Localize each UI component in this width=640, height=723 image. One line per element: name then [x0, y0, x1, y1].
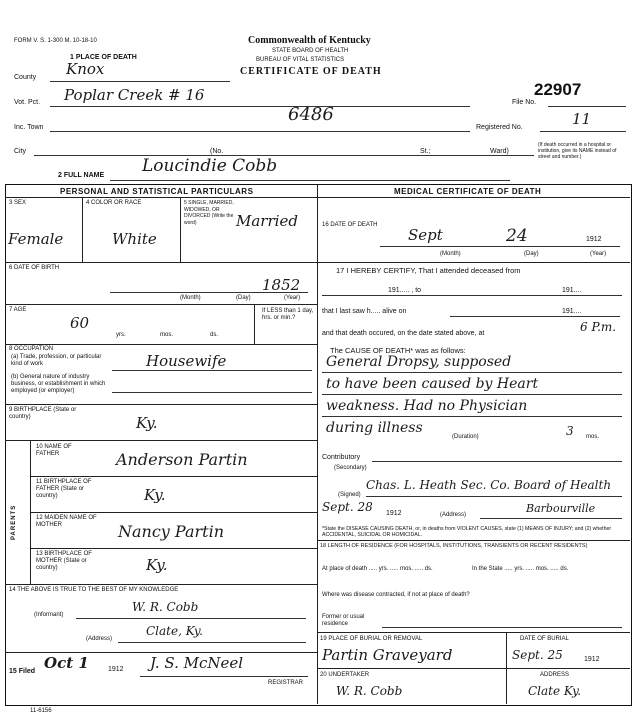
marital-label: 5 SINGLE, MARRIED, WIDOWED, OR DIVORCED (Write the word) [184, 200, 234, 226]
dob-year-label: (Year) [284, 295, 301, 301]
certify-text: 17 I HEREBY CERTIFY, That I attended deceased from [336, 266, 521, 275]
informant-address-line [118, 642, 306, 643]
footnote: *State the DISEASE CAUSING DEATH, or, in deaths from VIOLENT CAUSES, state (1) MEANS OF INJURY; and (2) whether ACCIDENTAL, SUICIDAL OR HOMICIDAL. [322, 526, 612, 538]
row-age-bottom [5, 344, 317, 345]
in-state-text: In the State ..... yrs. ..... mos. ..... ds. [472, 566, 569, 572]
signed-date: Sept. 28 [322, 500, 373, 514]
st-label: St.; [420, 148, 431, 155]
registered-no-value: 11 [572, 110, 592, 128]
signed-address: Barbourville [526, 502, 596, 515]
certificate-number: 22907 [534, 80, 582, 99]
vot-pct-line [50, 106, 470, 107]
sex-value: Female [8, 230, 64, 248]
birthplace-value: Ky. [136, 414, 158, 432]
occupation-value: Housewife [146, 352, 227, 370]
age-label: 7 AGE [9, 307, 27, 313]
bureau-title: BUREAU OF VITAL STATISTICS [256, 57, 345, 63]
sex-label: 3 SEX [9, 200, 27, 206]
certify-line-2 [450, 316, 620, 317]
certificate-title: CERTIFICATE OF DEATH [240, 66, 382, 77]
row-father-bp-bottom [30, 512, 317, 513]
county-value: Knox [66, 60, 105, 78]
mother-birthplace-label: 13 BIRTHPLACE OF MOTHER (State or country) [36, 551, 92, 571]
undertaker-value: W. R. Cobb [336, 684, 403, 698]
medical-section-title: MEDICAL CERTIFICATE OF DEATH [394, 187, 542, 196]
last-saw-text: that I last saw h..... alive on [322, 308, 407, 315]
burial-date-value: Sept. 25 [512, 648, 563, 662]
color-label: 4 COLOR OR RACE [86, 200, 142, 206]
contributory-line [372, 461, 622, 462]
place-of-death-title: 1 PLACE OF DEATH [70, 54, 137, 61]
death-year: 1912 [586, 236, 602, 243]
signed-address-label: (Address) [440, 512, 467, 518]
burial-label: 19 PLACE OF BURIAL OR REMOVAL [320, 636, 423, 642]
dob-day-label: (Day) [236, 295, 251, 301]
father-birthplace-value: Ky. [144, 486, 166, 504]
death-month-label: (Month) [440, 251, 461, 257]
filed-label: 15 Filed [9, 668, 36, 675]
row-sex-bottom [5, 262, 317, 263]
county-line [50, 81, 230, 82]
file-no-label: File No. [512, 99, 537, 106]
father-value: Anderson Partin [116, 450, 248, 469]
informant-label: (Informant) [34, 612, 64, 618]
personal-section-title: PERSONAL AND STATISTICAL PARTICULARS [60, 187, 254, 196]
row-occupation-bottom [5, 404, 317, 405]
filed-date: Oct 1 [44, 654, 89, 672]
registrar-value: J. S. McNeel [150, 654, 244, 672]
row-death-date-bottom [317, 262, 630, 263]
row-birthplace-bottom [5, 440, 317, 441]
duration-value: 3 [566, 424, 574, 438]
death-day-label: (Day) [524, 251, 539, 257]
undertaker-address-label: ADDRESS [540, 672, 570, 678]
occupation-label: 8 OCCUPATION [9, 346, 54, 352]
city-label: City [14, 148, 27, 155]
cause-label: The CAUSE OF DEATH* was as follows: [330, 346, 466, 355]
parents-label: PARENTS [11, 504, 17, 540]
inc-town-label: Inc. Town [14, 124, 44, 131]
signed-year: 1912 [386, 510, 402, 517]
cause-rule-2 [322, 394, 622, 395]
row-father-bottom [30, 476, 317, 477]
registrar-line [140, 676, 308, 677]
city-line [34, 155, 534, 156]
vot-pct-label: Vot. Pct. [14, 99, 41, 106]
cause-rule-1 [322, 372, 622, 373]
sex-divider [82, 197, 83, 262]
age-divider [254, 304, 255, 344]
occupation-b-label: (b) General nature of industry business, or establishment in which employed (or employer) [11, 374, 106, 394]
commonwealth-title: Commonwealth of Kentucky [248, 35, 371, 46]
ward-label: Ward) [490, 148, 509, 155]
informant-value: W. R. Cobb [132, 600, 199, 614]
duration-unit: mos. [586, 434, 600, 440]
burial-date-label: DATE OF BURIAL [520, 636, 569, 642]
father-label: 10 NAME OF FATHER [36, 444, 72, 457]
occupation-a-label: (a) Trade, profession, or particular kind of work [11, 354, 102, 367]
age-less-label: If LESS than 1 day, hrs. or min.? [262, 308, 314, 321]
death-time-text: and that death occured, on the date stated above, at [322, 330, 485, 337]
full-name-line [110, 180, 510, 181]
certify-to: 191..... , to [388, 287, 422, 294]
death-day: 24 [506, 226, 528, 246]
file-no-line [548, 106, 626, 107]
undertaker-address-value: Clate Ky. [528, 684, 582, 698]
signed-address-line [480, 518, 622, 519]
filed-year: 1912 [108, 666, 124, 673]
at-place-text: At place of death ..... yrs. ..... mos. ..... ds. [322, 566, 433, 572]
secondary-label: (Secondary) [334, 465, 367, 471]
county-label: County [14, 74, 37, 81]
duration-label: (Duration) [452, 434, 479, 440]
footer-code: 11-6156 [30, 708, 52, 714]
full-name-label: 2 FULL NAME [58, 172, 105, 179]
cause-line-1: General Dropsy, supposed [326, 354, 512, 370]
contributory-label: Contributory [322, 454, 361, 461]
form-number: FORM V. S. 1-300 M. 10-18-10 [14, 38, 97, 44]
father-birthplace-label: 11 BIRTHPLACE OF FATHER (State or country) [36, 479, 92, 499]
last-saw-year: 191.... [562, 308, 582, 315]
burial-value: Partin Graveyard [322, 646, 453, 664]
residence-label: 18 LENGTH OF RESIDENCE (FOR HOSPITALS, INSTITUTIONS, TRANSIENTS OR RECENT RESIDENTS) [320, 543, 588, 549]
cause-line-2: to have been caused by Heart [326, 376, 539, 392]
death-year-label: (Year) [590, 251, 607, 257]
stamp-number: 6486 [288, 104, 334, 125]
mother-label: 12 MAIDEN NAME OF MOTHER [36, 515, 97, 528]
informant-address-value: Clate, Ky. [146, 624, 203, 638]
dob-year: 1852 [262, 276, 301, 294]
informant-address-label: (Address) [86, 636, 113, 642]
cause-line-3: weakness. Had no Physician [326, 398, 528, 414]
no-label: (No. [210, 148, 224, 155]
hospital-note: (If death occurred in a hospital or institution, give its NAME instead of street and number.) [538, 142, 617, 160]
row-cause-bottom [317, 540, 630, 541]
registered-no-line [540, 131, 626, 132]
dob-month-label: (Month) [180, 295, 201, 301]
inc-town-line [50, 131, 470, 132]
signed-value: Chas. L. Heath Sec. Co. Board of Health [366, 478, 612, 492]
signed-label: (Signed) [338, 492, 361, 498]
color-value: White [112, 230, 157, 248]
dob-label: 6 DATE OF BIRTH [9, 265, 60, 271]
row-dob-bottom [5, 304, 317, 305]
former-residence-text: Former or usual residence [322, 614, 365, 627]
row-informant-bottom [5, 652, 317, 653]
marital-value: Married [236, 212, 298, 230]
age-mos-label: mos. [160, 332, 174, 338]
informant-line [76, 618, 306, 619]
row-burial-bottom [317, 668, 630, 669]
cause-rule-3 [322, 416, 622, 417]
true-label: 14 THE ABOVE IS TRUE TO THE BEST OF MY KNOWLEDGE [9, 587, 179, 593]
cause-line-4: during illness [326, 420, 423, 436]
row-residence-bottom [317, 632, 630, 633]
row-mother-bp-bottom [5, 584, 317, 585]
undertaker-label: 20 UNDERTAKER [320, 672, 370, 678]
vot-pct-value: Poplar Creek # 16 [64, 86, 205, 104]
former-line [382, 627, 622, 628]
registrar-label: REGISTRAR [268, 680, 304, 686]
death-month: Sept [408, 226, 443, 244]
burial-year: 1912 [584, 656, 600, 663]
age-value: 60 [70, 314, 90, 332]
birthplace-label: 9 BIRTHPLACE (State or country) [9, 407, 77, 420]
age-ds-label: ds. [210, 332, 219, 338]
board-title: STATE BOARD OF HEALTH [272, 48, 349, 54]
color-divider [180, 197, 181, 262]
certify-year-suffix: 191.... [562, 287, 582, 294]
row-mother-bottom [30, 548, 317, 549]
signed-line [366, 496, 622, 497]
registered-no-label: Registered No. [476, 124, 523, 131]
death-time-value: 6 P.m. [580, 320, 617, 334]
death-date-line [380, 246, 620, 247]
where-contracted-text: Where was disease contracted, if not at place of death? [322, 592, 470, 598]
age-yrs-label: yrs. [116, 332, 126, 338]
date-of-death-label: 16 DATE OF DEATH [322, 222, 378, 228]
occupation-line-a [112, 370, 312, 371]
mother-value: Nancy Partin [118, 522, 225, 541]
certify-line-1 [322, 295, 622, 296]
mother-birthplace-value: Ky. [146, 556, 168, 574]
occupation-line-b [112, 392, 312, 393]
full-name-value: Loucindie Cobb [142, 156, 278, 176]
